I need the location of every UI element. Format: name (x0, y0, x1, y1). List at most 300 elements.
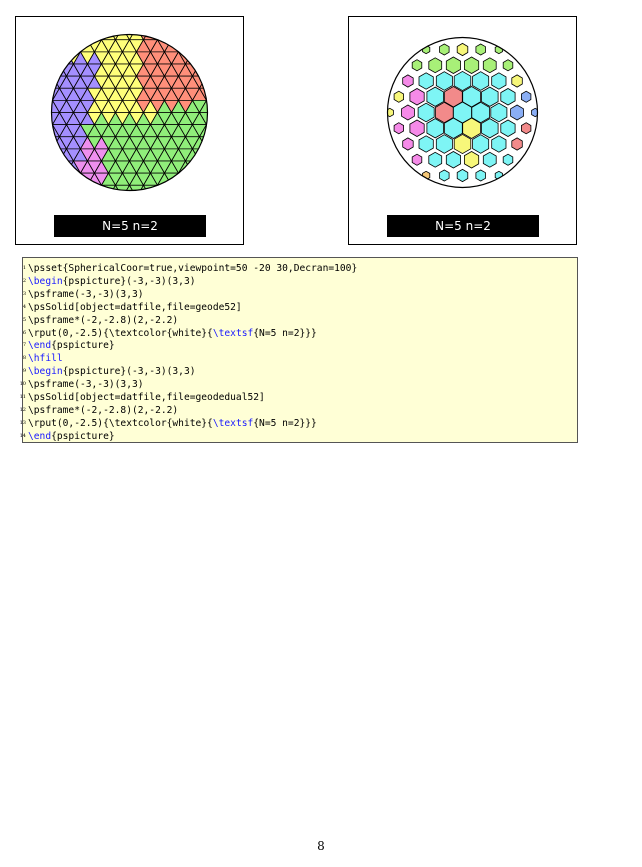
geode-face (32, 113, 46, 125)
geode-face (200, 149, 214, 161)
geode-face (207, 197, 221, 209)
dual-face (464, 152, 478, 169)
dual-face (468, 187, 475, 196)
code-keyword: \end (28, 430, 52, 442)
geode-face (39, 17, 53, 28)
figure-caption: N=5 n=2 (387, 215, 539, 237)
geode-figure (15, 16, 244, 245)
geode-face (74, 197, 88, 209)
geode-face (172, 28, 186, 40)
geode-face (18, 197, 32, 209)
geode-face (242, 76, 244, 88)
geode-face (25, 209, 39, 221)
dual-face (418, 103, 434, 122)
geode-face (16, 17, 25, 28)
geode-face (60, 173, 74, 185)
code-token: \psframe(-3,-3)(3,3) (28, 288, 144, 300)
geode-face (228, 28, 242, 40)
geode-face (25, 125, 39, 137)
code-token: {pspicture} (51, 430, 115, 442)
dual-face (446, 152, 460, 169)
code-listing (19, 257, 578, 443)
geode-face (228, 76, 242, 88)
geode-face (46, 40, 60, 52)
geode-face (221, 40, 235, 52)
geode-face (214, 40, 228, 52)
geode-face (32, 100, 46, 112)
dual-face (457, 43, 468, 55)
geode-face (102, 197, 116, 209)
geode-face (67, 173, 81, 185)
geode-face (228, 64, 242, 76)
geode-face (25, 52, 39, 64)
geode-face (16, 64, 25, 76)
geode-face (242, 28, 244, 40)
dual-face (412, 60, 422, 71)
geode-face (221, 88, 235, 100)
geode-face (123, 17, 137, 28)
geode-face (88, 197, 102, 209)
geode-face (214, 197, 228, 209)
geode-face (130, 185, 144, 197)
geode-face (39, 209, 53, 221)
geode-face (16, 185, 18, 197)
dual-face (473, 72, 489, 91)
dual-face (377, 124, 384, 133)
geode-face (123, 197, 137, 209)
geode-face (18, 100, 32, 112)
geode-face (25, 173, 39, 185)
geode-face (32, 64, 46, 76)
dual-face (521, 91, 531, 102)
geode-face (207, 185, 221, 197)
code-keyword: \textsf (212, 327, 254, 339)
geode-face (16, 161, 18, 173)
geode-face (228, 52, 242, 64)
code-keyword: \begin (28, 366, 63, 378)
geode-face (25, 100, 39, 112)
geode-face (46, 52, 60, 64)
geode-face (18, 40, 32, 52)
geode-face (221, 28, 235, 40)
geode-face (228, 137, 242, 149)
code-keyword: \textsf (212, 417, 254, 429)
dual-face (482, 87, 499, 106)
dual-face (512, 75, 523, 87)
geode-face (151, 197, 165, 209)
geode-face (16, 40, 25, 52)
code-token: \rput(0,-2.5){\textcolor{white}{ (28, 417, 213, 429)
geode-face (144, 197, 158, 209)
geode-face (200, 52, 214, 64)
geode-face (235, 40, 244, 52)
geode-face (242, 113, 244, 125)
geode-face (235, 173, 244, 185)
geode-face (235, 100, 244, 112)
geode-face (235, 64, 244, 76)
geode-face (235, 137, 244, 149)
geode-face (53, 185, 67, 197)
dual-face (473, 135, 489, 154)
dual-face (486, 30, 493, 39)
dual-face (419, 73, 433, 89)
code-token: \psframe*(-2,-2.8)(2,-2.2) (28, 404, 179, 416)
geode-face (214, 137, 228, 149)
geode-face (25, 137, 39, 149)
geode-face (235, 113, 244, 125)
geode-face (228, 161, 242, 173)
geode-face (179, 17, 193, 28)
geode-face (235, 185, 244, 197)
geode-face (242, 40, 244, 52)
geode-face (46, 173, 60, 185)
geode-face (32, 17, 46, 28)
geode-face (67, 185, 81, 197)
geode-face (16, 125, 25, 137)
geode-face (16, 88, 18, 100)
geode-face (214, 64, 228, 76)
geode-face (179, 40, 193, 52)
geode-face (25, 76, 39, 88)
geode-face (32, 161, 46, 173)
geode-face (18, 161, 32, 173)
geode-face (53, 197, 67, 209)
geode-face (228, 17, 242, 28)
geode-face (18, 209, 32, 221)
line-number: 7 (22, 342, 26, 349)
geode-face (228, 173, 242, 185)
geode-face (186, 185, 200, 197)
geode-face (200, 17, 214, 28)
geode-dual-sphere (349, 17, 576, 244)
geode-face (130, 197, 144, 209)
dual-face (483, 152, 496, 167)
geode-face (242, 88, 244, 100)
geode-face (60, 28, 74, 40)
code-token: {N=5 n=2}}} (253, 327, 317, 339)
dual-face (436, 135, 452, 154)
geode-face (16, 209, 18, 221)
dual-face (450, 30, 457, 39)
geode-face (16, 209, 25, 221)
geode-face (60, 40, 74, 52)
geode-face (116, 197, 130, 209)
line-number: 1 (22, 265, 26, 271)
geode-face (158, 185, 172, 197)
geode-face (60, 17, 74, 28)
geode-face (18, 137, 32, 149)
geode-face (207, 173, 221, 185)
dual-face (468, 30, 475, 39)
dual-face (532, 140, 539, 148)
geode-face (214, 52, 228, 64)
line-number: 13 (19, 419, 26, 426)
geode-face (16, 197, 25, 209)
geode-face (214, 28, 228, 40)
geode-face (165, 197, 179, 209)
geode-face (179, 185, 193, 197)
geode-face (32, 28, 46, 40)
dual-face (513, 45, 520, 53)
line-number: 11 (19, 394, 26, 400)
geode-face (186, 197, 200, 209)
geode-face (207, 40, 221, 52)
geode-face (102, 17, 116, 28)
geode-face (39, 40, 53, 52)
line-number: 9 (22, 368, 26, 375)
dual-face (394, 91, 404, 102)
geode-face (39, 52, 53, 64)
geode-face (214, 161, 228, 173)
dual-face (436, 72, 452, 91)
dual-face (419, 136, 433, 152)
geode-face (88, 28, 102, 40)
geode-face (172, 17, 186, 28)
code-keyword: \end (28, 340, 52, 352)
geode-face (200, 185, 214, 197)
geode-face (88, 185, 102, 197)
geode-face (39, 161, 53, 173)
geode-face (39, 173, 53, 185)
geode-face (151, 17, 165, 28)
dual-face (511, 105, 524, 120)
geode-face (200, 173, 214, 185)
geode-face (221, 149, 235, 161)
geode-face (242, 125, 244, 137)
dual-face (482, 119, 499, 138)
code-token: \psSolid[object=datfile,file=geode52] (28, 301, 242, 313)
geode-face (18, 173, 32, 185)
geode-face (235, 149, 244, 161)
geode-face (18, 64, 32, 76)
geode-face (16, 40, 18, 52)
geode-face (158, 197, 172, 209)
code-token: {pspicture}(-3,-3)(3,3) (62, 275, 196, 287)
geode-face (193, 185, 207, 197)
geode-face (39, 137, 53, 149)
geode-face (242, 185, 244, 197)
geode-face (235, 76, 244, 88)
geode-face (242, 209, 244, 221)
geode-face (16, 161, 25, 173)
geode-face (53, 52, 67, 64)
dual-face (513, 171, 520, 179)
geode-face (16, 17, 18, 28)
geode-face (18, 76, 32, 88)
geode-face (221, 125, 235, 137)
geode-face (18, 28, 32, 40)
geode-face (67, 28, 81, 40)
geode-face (214, 185, 228, 197)
geode-face (60, 185, 74, 197)
geode-face (242, 100, 244, 112)
geode-face (60, 52, 74, 64)
geode-face (221, 113, 235, 125)
geode-face (46, 185, 60, 197)
geode-face (221, 209, 235, 221)
geode-face (32, 149, 46, 161)
geode-face (81, 28, 95, 40)
geode-face (39, 28, 53, 40)
dual-face (476, 44, 486, 55)
dual-face (429, 152, 442, 167)
geode-face (16, 76, 25, 88)
geode-face (81, 197, 95, 209)
geode-face (25, 28, 39, 40)
line-number: 4 (22, 303, 26, 310)
geode-face (200, 64, 214, 76)
geode-face (235, 161, 244, 173)
geode-face (235, 209, 244, 221)
geode-face (235, 88, 244, 100)
geode-face (186, 52, 200, 64)
geode-face (60, 161, 74, 173)
dual-face (491, 103, 507, 122)
geode-face (186, 161, 200, 173)
geode-face (207, 17, 221, 28)
geode-face (193, 52, 207, 64)
geode-face (207, 113, 221, 125)
geode-face (221, 64, 235, 76)
dual-face (492, 73, 506, 89)
geode-face (242, 197, 244, 209)
code-token: \psframe*(-2,-2.8)(2,-2.2) (28, 314, 179, 326)
geode-face (228, 40, 242, 52)
geode-sphere (16, 17, 243, 244)
geode-face (242, 161, 244, 173)
dual-face (492, 136, 506, 152)
line-number: 2 (22, 277, 26, 284)
geode-face (25, 64, 39, 76)
geode-face (214, 17, 228, 28)
geode-face (207, 161, 221, 173)
dual-face (476, 170, 486, 181)
dual-face (386, 77, 393, 85)
geode-face (16, 100, 25, 112)
geode-face (242, 137, 244, 149)
geode-face (32, 76, 46, 88)
dual-face (410, 120, 424, 137)
geode-face (228, 113, 242, 125)
geode-face (18, 125, 32, 137)
geode-face (214, 76, 228, 88)
geode-face (16, 88, 25, 100)
geode-face (200, 40, 214, 52)
geode-face (39, 125, 53, 137)
geode-face (207, 88, 221, 100)
code-keyword: \begin (28, 275, 63, 287)
geode-face (32, 137, 46, 149)
geode-face (214, 113, 228, 125)
geode-face (221, 100, 235, 112)
dual-face (432, 30, 439, 39)
geode-face (207, 149, 221, 161)
geode-face (39, 197, 53, 209)
code-text (28, 429, 115, 444)
geode-face (214, 88, 228, 100)
dual-face (377, 93, 384, 102)
geode-face (228, 125, 242, 137)
dual-face (521, 123, 531, 134)
geode-face (207, 209, 221, 221)
line-number: 5 (22, 316, 26, 323)
line-number: 3 (22, 290, 26, 297)
geode-face (193, 161, 207, 173)
geode-face (221, 173, 235, 185)
geode-face (235, 125, 244, 137)
dual-face (404, 45, 411, 53)
geode-face (39, 100, 53, 112)
geode-face (25, 113, 39, 125)
dual-face (541, 124, 548, 133)
geode-face (214, 209, 228, 221)
dual-face (402, 105, 415, 120)
geode-face (221, 52, 235, 64)
geode-face (16, 113, 25, 125)
dual-faces (377, 30, 548, 196)
geode-face (200, 161, 214, 173)
geode-face (67, 197, 81, 209)
geode-dual-figure (348, 16, 577, 245)
geode-face (200, 28, 214, 40)
geode-face (172, 185, 186, 197)
code-token: \psSolid[object=datfile,file=geodedual52] (28, 392, 265, 403)
geode-face (16, 113, 18, 125)
geode-face (46, 64, 60, 76)
geode-face (172, 197, 186, 209)
geode-face (60, 197, 74, 209)
geode-face (32, 125, 46, 137)
geode-face (207, 125, 221, 137)
geode-face (16, 28, 25, 40)
geode-face (186, 28, 200, 40)
dual-face (512, 138, 523, 150)
dual-face (446, 57, 460, 74)
dual-face (454, 71, 471, 90)
geode-face (158, 17, 172, 28)
line-number: 10 (19, 381, 26, 388)
geode-face (242, 149, 244, 161)
geode-face (221, 161, 235, 173)
geode-face (25, 88, 39, 100)
dual-face (440, 44, 450, 55)
geode-face (137, 17, 151, 28)
geode-face (18, 88, 32, 100)
geode-face (39, 113, 53, 125)
dual-face (403, 75, 414, 87)
geode-face (25, 161, 39, 173)
geode-face (193, 173, 207, 185)
dual-face (429, 58, 442, 73)
geode-face (221, 137, 235, 149)
geode-face (74, 28, 88, 40)
dual-face (412, 154, 422, 165)
geode-face (25, 185, 39, 197)
geode-face (130, 28, 144, 40)
geode-face (228, 209, 242, 221)
geode-face (214, 100, 228, 112)
page-number: 8 (317, 839, 325, 853)
geode-face (32, 197, 46, 209)
geode-face (18, 52, 32, 64)
geode-face (53, 173, 67, 185)
geode-face (186, 17, 200, 28)
geode-face (16, 137, 18, 149)
geode-face (242, 52, 244, 64)
geode-face (16, 149, 25, 161)
geode-face (235, 52, 244, 64)
dual-face (427, 119, 444, 138)
